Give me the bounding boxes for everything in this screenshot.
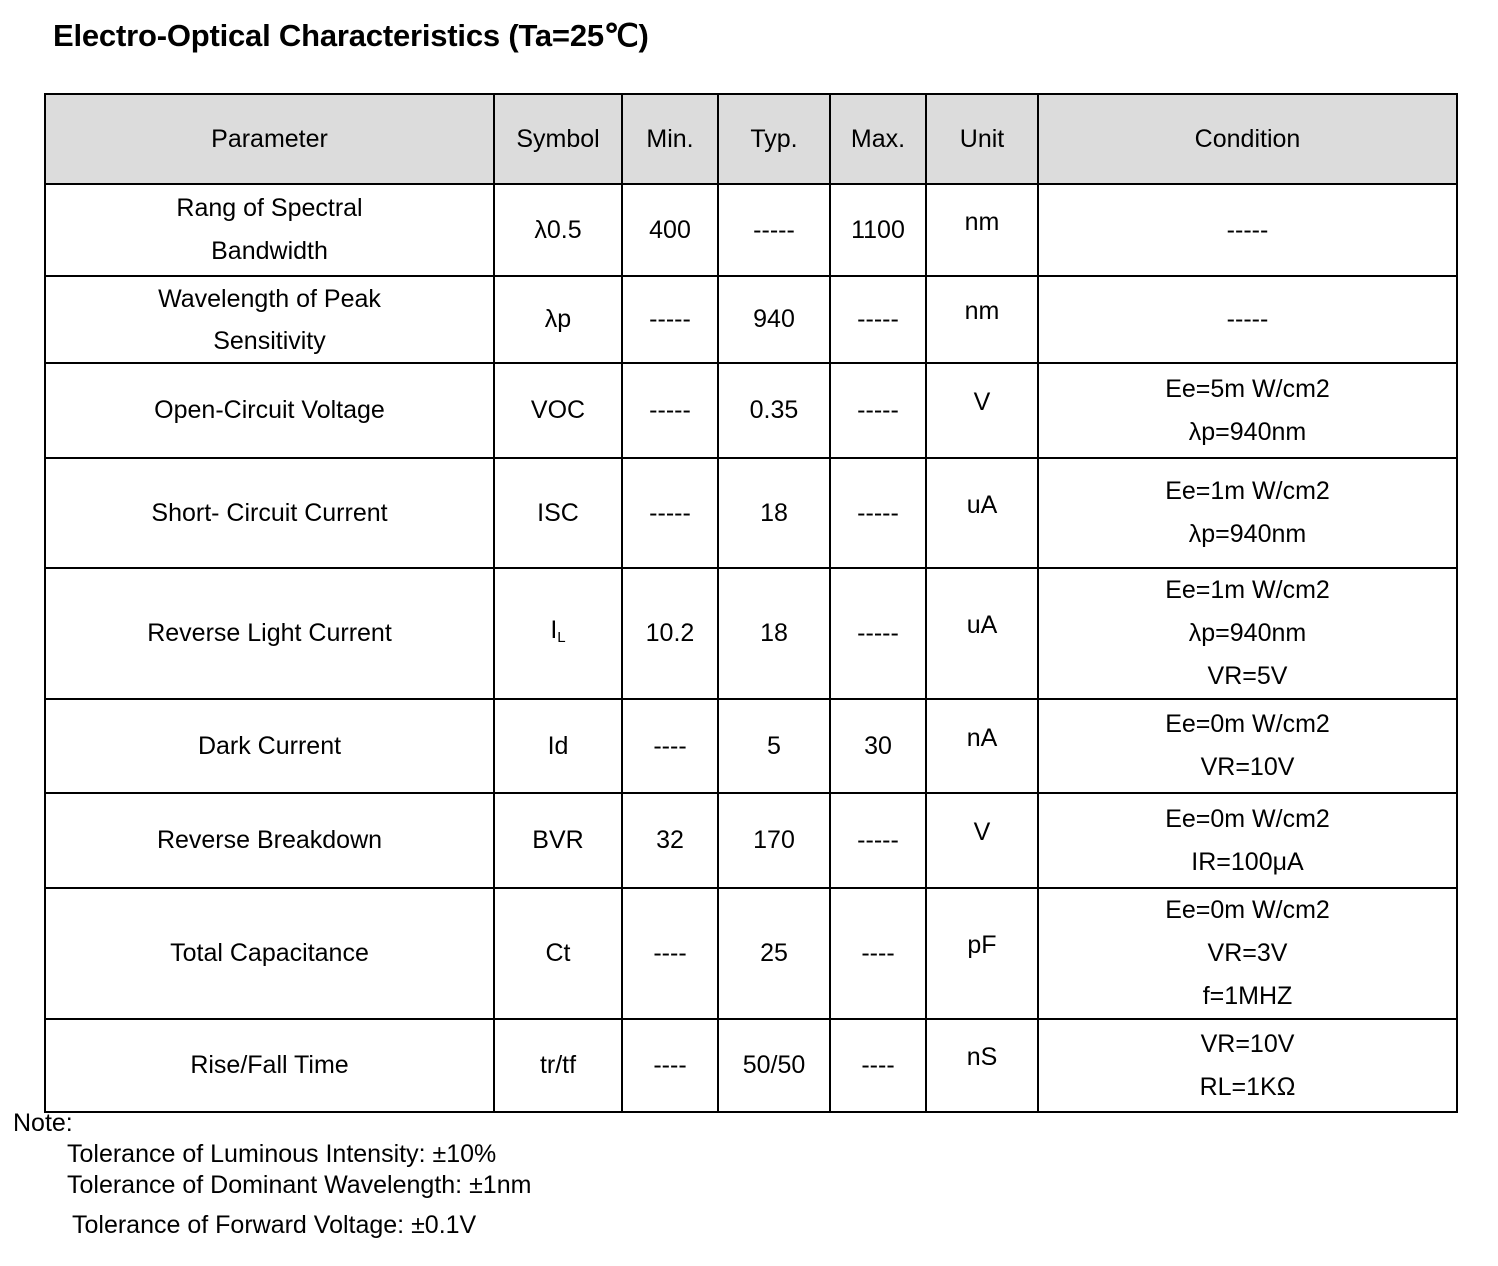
parameter-cell: Reverse Light Current (45, 568, 494, 699)
typ-cell: 50/50 (718, 1019, 830, 1112)
electro-optical-characteristics-table (44, 93, 1458, 1113)
typ-cell: 25 (718, 888, 830, 1019)
min-cell: 32 (622, 793, 718, 888)
condition-cell: Ee=0m W/cm2 VR=10V (1038, 699, 1457, 793)
typ-cell: 170 (718, 793, 830, 888)
parameter-cell: Wavelength of Peak Sensitivity (45, 276, 494, 363)
condition-cell: Ee=1m W/cm2 λp=940nm (1038, 458, 1457, 568)
note-line: Tolerance of Luminous Intensity: ±10% (67, 1140, 497, 1168)
max-cell: 30 (830, 699, 926, 793)
unit-cell: nm (926, 276, 1038, 363)
page-title: Electro-Optical Characteristics (Ta=25℃) (53, 18, 649, 53)
min-cell: ---- (622, 1019, 718, 1112)
max-cell: 1100 (830, 184, 926, 276)
symbol-cell: Id (494, 699, 622, 793)
condition-cell: Ee=0m W/cm2 IR=100μA (1038, 793, 1457, 888)
min-cell: ----- (622, 276, 718, 363)
note-line: Tolerance of Forward Voltage: ±0.1V (72, 1211, 477, 1239)
parameter-cell: Reverse Breakdown (45, 793, 494, 888)
table-row (45, 1019, 1457, 1112)
symbol-cell: λp (494, 276, 622, 363)
symbol-cell: VOC (494, 363, 622, 458)
table-row (45, 793, 1457, 888)
header-condition: Condition (1038, 94, 1457, 184)
parameter-cell: Short- Circuit Current (45, 458, 494, 568)
typ-cell: 0.35 (718, 363, 830, 458)
max-cell: ---- (830, 888, 926, 1019)
typ-cell: 940 (718, 276, 830, 363)
unit-cell: V (926, 363, 1038, 458)
unit-cell: V (926, 793, 1038, 888)
unit-cell: uA (926, 568, 1038, 699)
parameter-cell: Rise/Fall Time (45, 1019, 494, 1112)
symbol-cell: ISC (494, 458, 622, 568)
unit-cell: pF (926, 888, 1038, 1019)
symbol-cell: $I_L$ (494, 568, 622, 699)
table-row (45, 568, 1457, 699)
min-cell: 400 (622, 184, 718, 276)
typ-cell: ----- (718, 184, 830, 276)
header-max: Max. (830, 94, 926, 184)
min-cell: ----- (622, 363, 718, 458)
typ-cell: 18 (718, 458, 830, 568)
parameter-cell: Dark Current (45, 699, 494, 793)
max-cell: ----- (830, 363, 926, 458)
min-cell: 10.2 (622, 568, 718, 699)
parameter-cell: Total Capacitance (45, 888, 494, 1019)
note-line: Tolerance of Dominant Wavelength: ±1nm (67, 1171, 532, 1199)
symbol-cell: BVR (494, 793, 622, 888)
table-row (45, 458, 1457, 568)
min-cell: ---- (622, 888, 718, 1019)
unit-cell: nS (926, 1019, 1038, 1112)
table-header-row (45, 94, 1457, 184)
max-cell: ----- (830, 458, 926, 568)
min-cell: ----- (622, 458, 718, 568)
header-min: Min. (622, 94, 718, 184)
symbol-cell: Ct (494, 888, 622, 1019)
table-row (45, 888, 1457, 1019)
header-typ: Typ. (718, 94, 830, 184)
unit-cell: uA (926, 458, 1038, 568)
table-row (45, 363, 1457, 458)
note-label: Note: (13, 1109, 73, 1137)
typ-cell: 18 (718, 568, 830, 699)
condition-cell: VR=10V RL=1KΩ (1038, 1019, 1457, 1112)
condition-cell: Ee=1m W/cm2 λp=940nm VR=5V (1038, 568, 1457, 699)
parameter-cell: Open-Circuit Voltage (45, 363, 494, 458)
min-cell: ---- (622, 699, 718, 793)
table-row (45, 276, 1457, 363)
max-cell: ----- (830, 568, 926, 699)
typ-cell: 5 (718, 699, 830, 793)
table-row (45, 699, 1457, 793)
header-symbol: Symbol (494, 94, 622, 184)
condition-cell: ----- (1038, 276, 1457, 363)
max-cell: ----- (830, 793, 926, 888)
max-cell: ---- (830, 1019, 926, 1112)
condition-cell: Ee=0m W/cm2 VR=3V f=1MHZ (1038, 888, 1457, 1019)
header-unit: Unit (926, 94, 1038, 184)
parameter-cell: Rang of Spectral Bandwidth (45, 184, 494, 276)
condition-cell: ----- (1038, 184, 1457, 276)
max-cell: ----- (830, 276, 926, 363)
header-parameter: Parameter (45, 94, 494, 184)
unit-cell: nA (926, 699, 1038, 793)
table-row (45, 184, 1457, 276)
symbol-cell: tr/tf (494, 1019, 622, 1112)
condition-cell: Ee=5m W/cm2 λp=940nm (1038, 363, 1457, 458)
symbol-cell: λ0.5 (494, 184, 622, 276)
unit-cell: nm (926, 184, 1038, 276)
